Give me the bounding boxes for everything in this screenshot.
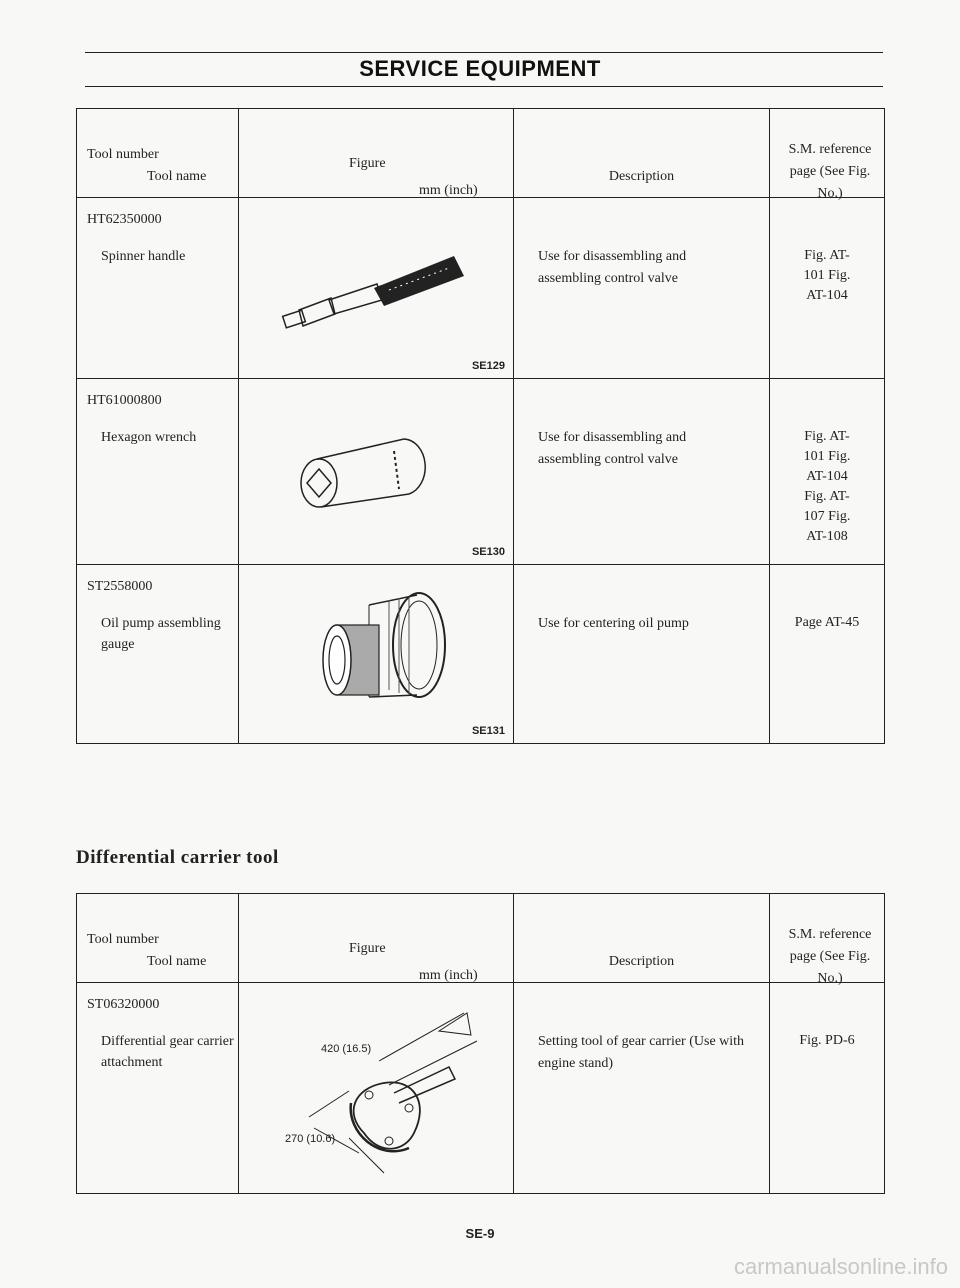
figure-code: SE130 bbox=[471, 546, 505, 558]
header-figure-label: Figure bbox=[349, 156, 386, 171]
tool-reference: Fig. AT-101 Fig. AT-104 bbox=[803, 248, 851, 303]
service-equipment-table bbox=[76, 108, 885, 744]
header-reference bbox=[770, 109, 885, 201]
reference-cell bbox=[770, 983, 885, 1194]
header-figure-unit: mm (inch) bbox=[419, 968, 478, 983]
table-row bbox=[77, 379, 885, 565]
header-figure bbox=[239, 109, 514, 198]
figure-code: SE129 bbox=[471, 360, 505, 372]
page-number: SE-9 bbox=[465, 1226, 495, 1241]
page-title: SERVICE EQUIPMENT bbox=[359, 56, 601, 81]
header-tool-name: Tool name bbox=[147, 169, 207, 184]
header-figure-label: Figure bbox=[349, 941, 386, 956]
tool-name: Spinner handle bbox=[101, 249, 186, 264]
table-row bbox=[77, 565, 885, 744]
header-reference-label: S.M. reference page (See Fig. No.) bbox=[788, 142, 872, 201]
tool-cell bbox=[77, 198, 239, 379]
tool-description: Setting tool of gear carrier (Use with engine stand) bbox=[538, 1034, 745, 1071]
figure-cell bbox=[239, 983, 514, 1194]
header-reference bbox=[770, 894, 885, 986]
figure-code: SE131 bbox=[471, 725, 505, 737]
figure-cell bbox=[239, 379, 514, 565]
oil-pump-gauge-illustration bbox=[239, 565, 514, 743]
differential-carrier-tool-table bbox=[76, 893, 885, 1194]
table-header-row bbox=[77, 109, 885, 198]
reference-cell bbox=[770, 379, 885, 565]
table-header-row bbox=[77, 894, 885, 983]
header-tool bbox=[77, 894, 239, 983]
header-figure-unit: mm (inch) bbox=[419, 183, 478, 198]
table-row bbox=[77, 198, 885, 379]
hexagon-wrench-illustration bbox=[239, 379, 514, 564]
description-cell bbox=[514, 983, 770, 1194]
header-description-label: Description bbox=[608, 169, 675, 184]
header-tool-name: Tool name bbox=[147, 954, 207, 969]
header-description bbox=[514, 894, 770, 983]
description-cell bbox=[514, 379, 770, 565]
tool-reference: Fig. PD-6 bbox=[799, 1033, 855, 1048]
reference-cell bbox=[770, 198, 885, 379]
table-row bbox=[77, 983, 885, 1194]
tool-name: Hexagon wrench bbox=[101, 430, 197, 445]
tool-number: HT62350000 bbox=[87, 212, 162, 227]
header-reference-label: S.M. reference page (See Fig. No.) bbox=[788, 927, 872, 986]
header-tool-number: Tool number bbox=[87, 147, 159, 162]
tool-name: Differential gear carrier attachment bbox=[101, 1034, 234, 1070]
watermark: carmanualsonline.info bbox=[733, 1254, 948, 1279]
tool-number: ST06320000 bbox=[87, 997, 160, 1012]
tool-reference: Fig. AT-101 Fig. AT-104 Fig. AT-107 Fig. AT-108 bbox=[803, 429, 851, 544]
header-description-label: Description bbox=[608, 954, 675, 969]
header-rule-bottom bbox=[85, 86, 883, 87]
spinner-handle-illustration bbox=[239, 198, 514, 378]
dimension-label: 420 (16.5) bbox=[321, 1043, 372, 1055]
header-tool-number: Tool number bbox=[87, 932, 159, 947]
tool-description: Use for disassembling and assembling control valve bbox=[538, 249, 687, 286]
tool-description: Use for disassembling and assembling control valve bbox=[538, 430, 687, 467]
description-cell bbox=[514, 198, 770, 379]
header-figure bbox=[239, 894, 514, 983]
tool-reference: Page AT-45 bbox=[794, 615, 860, 630]
figure-cell bbox=[239, 565, 514, 744]
tool-number: HT61000800 bbox=[87, 393, 162, 408]
description-cell bbox=[514, 565, 770, 744]
reference-cell bbox=[770, 565, 885, 744]
dimension-label: 270 (10.6) bbox=[285, 1133, 336, 1145]
tool-name: Oil pump assembling gauge bbox=[101, 616, 221, 652]
tool-cell bbox=[77, 379, 239, 565]
header-description bbox=[514, 109, 770, 198]
tool-cell bbox=[77, 565, 239, 744]
gear-carrier-attachment-illustration bbox=[239, 983, 514, 1193]
tool-description: Use for centering oil pump bbox=[538, 616, 689, 631]
section-title: Differential carrier tool bbox=[76, 847, 279, 868]
tool-number: ST2558000 bbox=[87, 579, 153, 594]
header-rule-top bbox=[85, 52, 883, 53]
tool-cell bbox=[77, 983, 239, 1194]
header-tool bbox=[77, 109, 239, 198]
figure-cell bbox=[239, 198, 514, 379]
